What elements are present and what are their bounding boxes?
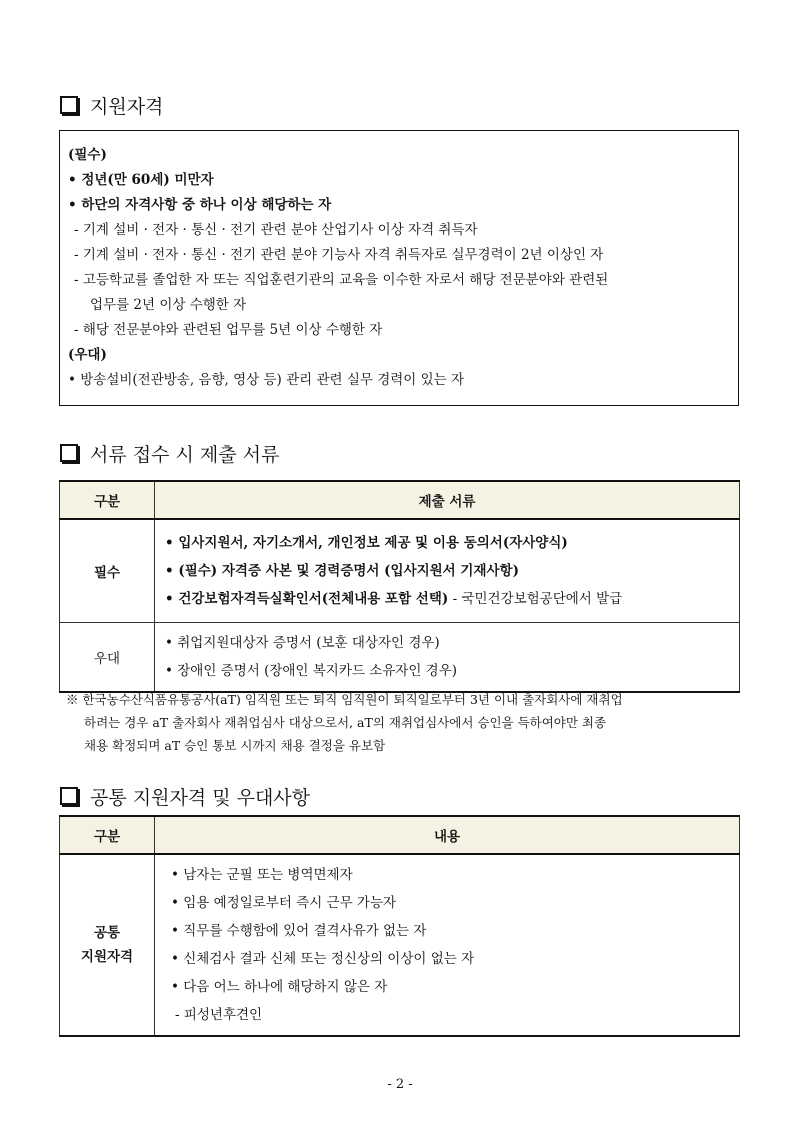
documents-table bbox=[59, 480, 740, 693]
preferred-item: • 방송설비(전관방송, 음향, 영상 등) 관리 관련 실무 경력이 있는 자 bbox=[68, 372, 465, 388]
common-item: • 남자는 군필 또는 병역면제자 bbox=[171, 867, 353, 883]
common-sub-item: - 피성년후견인 bbox=[175, 1007, 263, 1023]
section-title-eligibility bbox=[60, 92, 163, 118]
table-header-row bbox=[60, 816, 740, 854]
table-row bbox=[60, 623, 740, 693]
doc-item: • 입사지원서, 자기소개서, 개인정보 제공 및 이용 동의서(자사양식) bbox=[165, 535, 568, 551]
note-line: ※ 한국농수산식품유통공사(aT) 임직원 또는 퇴직 임직원이 퇴직일로부터 3년 이내 출자회사에 재취업 bbox=[66, 692, 623, 707]
row-label-common bbox=[60, 854, 155, 1036]
checkbox-square-icon bbox=[60, 787, 78, 805]
row-label-line: 지원자격 bbox=[80, 949, 134, 965]
doc-item: • 취업지원대상자 증명서 (보훈 대상자인 경우) bbox=[165, 635, 440, 651]
note-line: 하려는 경우 aT 출자회사 재취업심사 대상으로서, aT의 재취업심사에서 승인을 득하여야만 최종 bbox=[84, 715, 607, 730]
common-item: • 직무를 수행함에 있어 결격사유가 없는 자 bbox=[171, 923, 427, 939]
doc-item: • 장애인 증명서 (장애인 복지카드 소유자인 경우) bbox=[165, 663, 458, 679]
section-title-text: 서류 접수 시 제출 서류 bbox=[90, 443, 280, 466]
sub-item: - 해당 전문분야와 관련된 업무를 5년 이상 수행한 자 bbox=[74, 322, 383, 338]
row-label-line: 공통 bbox=[93, 925, 121, 941]
doc-item-bold: • 건강보험자격득실확인서(전체내용 포함 선택) bbox=[165, 591, 449, 607]
page-number: - 2 - bbox=[387, 1077, 413, 1092]
preferred-label: (우대) bbox=[68, 347, 107, 363]
checkbox-square-icon bbox=[60, 96, 78, 114]
checkbox-square-icon bbox=[60, 444, 78, 462]
required-item: • 정년(만 60세) 미만자 bbox=[68, 172, 214, 188]
section-title-common bbox=[60, 783, 310, 809]
section-title-documents bbox=[60, 440, 279, 466]
eligibility-box bbox=[59, 130, 739, 406]
doc-item-rest: - 국민건강보험공단에서 발급 bbox=[448, 591, 623, 607]
doc-item bbox=[165, 585, 739, 613]
sub-item: - 고등학교를 졸업한 자 또는 직업훈련기관의 교육을 이수한 자로서 해당 전문분야와 관련된 bbox=[74, 272, 609, 288]
required-label: (필수) bbox=[68, 147, 107, 163]
section-title-text: 지원자격 bbox=[90, 95, 164, 118]
row-content bbox=[155, 623, 740, 693]
sub-item-continuation: 업무를 2년 이상 수행한 자 bbox=[90, 297, 247, 313]
reemployment-note bbox=[66, 688, 756, 757]
header-documents: 제출 서류 bbox=[155, 481, 740, 519]
table-row bbox=[60, 519, 740, 623]
header-category: 구분 bbox=[60, 481, 155, 519]
common-table bbox=[59, 815, 740, 1037]
common-item: • 신체검사 결과 신체 또는 정신상의 이상이 없는 자 bbox=[171, 951, 475, 967]
doc-item: • (필수) 자격증 사본 및 경력증명서 (입사지원서 기재사항) bbox=[165, 563, 519, 579]
table-header-row bbox=[60, 481, 740, 519]
sub-item: - 기계 설비 · 전자 · 통신 · 전기 관련 분야 산업기사 이상 자격 취득자 bbox=[74, 222, 478, 238]
common-item: • 다음 어느 하나에 해당하지 않은 자 bbox=[171, 979, 388, 995]
section-title-text: 공통 지원자격 및 우대사항 bbox=[90, 786, 311, 809]
row-content bbox=[155, 854, 740, 1036]
common-item: • 임용 예정일로부터 즉시 근무 가능자 bbox=[171, 895, 397, 911]
table-row bbox=[60, 854, 740, 1036]
required-item: • 하단의 자격사항 중 하나 이상 해당하는 자 bbox=[68, 197, 332, 213]
row-label-required: 필수 bbox=[60, 519, 155, 623]
row-content bbox=[155, 519, 740, 623]
header-category: 구분 bbox=[60, 816, 155, 854]
note-line: 채용 확정되며 aT 승인 통보 시까지 채용 결정을 유보함 bbox=[84, 738, 386, 753]
row-label-preferred: 우대 bbox=[60, 623, 155, 693]
sub-item: - 기계 설비 · 전자 · 통신 · 전기 관련 분야 기능사 자격 취득자로 실무경력이 2년 이상인 자 bbox=[74, 247, 604, 263]
header-content: 내용 bbox=[155, 816, 740, 854]
